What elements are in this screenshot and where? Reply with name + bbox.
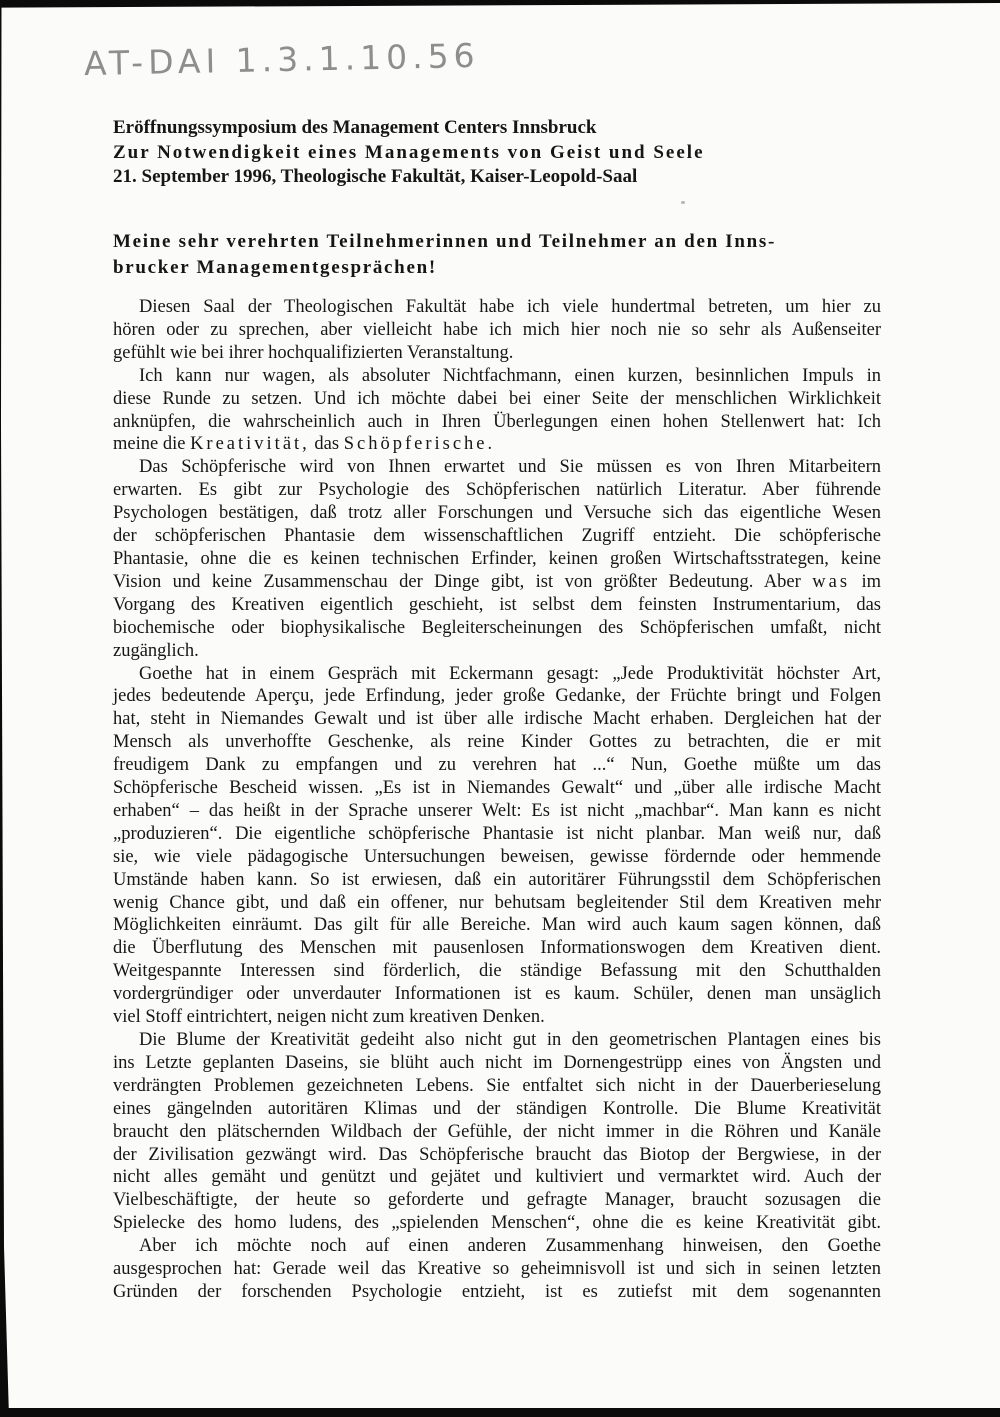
- scan-border-top: [0, 0, 1000, 8]
- text-run: jedes bedeutende Aperçu, jede Erfindung, jeder große Gedanke, der Früchte bringt und Folgen: [113, 686, 881, 707]
- text-run: diese Runde zu setzen. Und ich möchte dabei bei einer Seite der menschlichen Wirklichkeit: [113, 388, 881, 409]
- scan-border-left: [0, 0, 12, 1417]
- text-line: [113, 731, 881, 754]
- text-line: [113, 296, 881, 319]
- text-run: gefühlt wie bei ihrer hochqualifizierten Veranstaltung.: [113, 342, 514, 363]
- text-run: anknüpfen, die wahrscheinlich auch in Ihren Überlegungen einen hohen Stellenwert hat: Ich: [113, 411, 881, 432]
- text-line: [113, 869, 881, 892]
- paragraph: [113, 1029, 881, 1235]
- text-run: biochemische oder biophysikalische Begleiterscheinungen des Schöpferischen umfaßt, nicht: [113, 617, 881, 638]
- text-line: [113, 1235, 881, 1258]
- text-run: Spielecke des homo ludens, des „spielenden Menschen“, ohne die es keine Kreativität gibt.: [113, 1213, 881, 1234]
- paragraph: [113, 1235, 881, 1304]
- text-line: [113, 846, 881, 869]
- text-line: [113, 388, 881, 411]
- handwritten-archive-signature: AT-DAI 1.3.1.10.56: [83, 35, 480, 84]
- text-line: [113, 914, 881, 937]
- text-line: [113, 433, 881, 456]
- text-run: im: [850, 571, 881, 592]
- text-run: Das Schöpferische wird von Ihnen erwartet und Sie müssen es von Ihren Mitarbeitern: [139, 457, 881, 478]
- text-line: [113, 411, 881, 434]
- text-run: der Zivilisation gezwängt wird. Das Schöpferische braucht das Biotop der Bergwiese, in der: [113, 1144, 881, 1165]
- text-line: [113, 754, 881, 777]
- paragraph: [113, 663, 881, 1030]
- text-run: Schöpferische Bescheid wissen. „Es ist in Niemandes Gewalt“ und „über alle irdische Macht: [113, 778, 881, 799]
- text-line: [113, 571, 881, 594]
- text-line: [113, 708, 881, 731]
- text-run: Vision und keine Zusammenschau der Dinge gibt, ist von größter Bedeutung. Aber: [113, 571, 813, 592]
- text-run: wenig Chance gibt, und daß ein offener, nur behutsam begleitender Stil dem Kreativen mehr: [113, 892, 881, 913]
- text-run: ins Letzte geplanten Daseins, sie blüht auch nicht im Dornengestrüpp eines von Ängsten und: [113, 1052, 881, 1073]
- salutation-line-1: Meine sehr verehrten Teilnehmerinnen und Teilnehmer an den Inns-: [113, 231, 777, 252]
- text-run: vordergründiger oder unverdauter Informationen ist es kaum. Schüler, denen man unsäglich: [113, 984, 881, 1005]
- text-line: [113, 892, 881, 915]
- text-line: [113, 617, 881, 640]
- text-run: Diesen Saal der Theologischen Fakultät habe ich viele hundertmal betreten, um hier zu: [139, 297, 881, 317]
- document-header: [113, 116, 913, 190]
- text-line: [113, 983, 881, 1006]
- scan-border-bottom: [0, 1408, 1000, 1417]
- text-line: [113, 1029, 881, 1052]
- text-run: erwarten. Es gibt zur Psychologie des Schöpferischen natürlich Literatur. Aber führende: [113, 480, 881, 501]
- text-run: freudigem Dank zu empfangen und zu verehren hat ...“ Nun, Goethe müßte um das: [113, 755, 881, 776]
- text-run: eines gängelnden autoritären Klimas und der ständigen Kontrolle. Die Blume Kreativität: [113, 1098, 881, 1119]
- text-run: der schöpferischen Phantasie dem wissenschaftlichen Zugriff entzieht. Die schöpferische: [113, 526, 881, 547]
- text-line: [113, 823, 881, 846]
- text-line: [113, 1121, 881, 1144]
- text-line: [113, 365, 881, 388]
- text-run: verdrängten Problemen gezeichneten Lebens. Sie entfaltet sich nicht in der Dauerberieselung: [113, 1075, 881, 1096]
- text-run: zugänglich.: [113, 640, 199, 661]
- text-line: [113, 1212, 881, 1235]
- text-run: Aber ich möchte noch auf einen anderen Zusammenhang hinweisen, den Goethe: [139, 1236, 881, 1257]
- text-line: [113, 1052, 881, 1075]
- text-line: [113, 663, 881, 686]
- text-line: [113, 456, 881, 479]
- text-run: Die Blume der Kreativität gedeiht also nicht gut in den geometrischen Plantagen eines bis: [139, 1030, 881, 1050]
- text-line: [113, 594, 881, 617]
- text-line: [113, 777, 881, 800]
- text-run: „produzieren“. Die eigentliche schöpferische Phantasie ist nicht planbar. Man weiß nur, daß: [113, 823, 881, 844]
- text-line: [113, 800, 881, 823]
- text-line: [113, 1281, 881, 1304]
- text-line: [113, 319, 881, 342]
- text-run: Weitgespannte Interessen sind förderlich, die ständige Befassung mit den Schutthalden: [113, 961, 881, 982]
- scan-speck: [681, 201, 685, 204]
- paragraph: [113, 365, 881, 457]
- text-line: [113, 960, 881, 983]
- paragraph: [113, 456, 881, 662]
- text-run: nicht alles gemäht und genützt und gejätet und kultiviert und vermarktet wird. Auch der: [113, 1167, 881, 1188]
- text-line: [113, 1166, 881, 1189]
- letterspaced-emphasis: was: [812, 571, 851, 592]
- text-run: Umstände haben kann. So ist erwiesen, daß ein autoritärer Führungsstil dem Schöpferischen: [113, 869, 881, 890]
- text-line: [113, 548, 881, 571]
- letterspaced-emphasis: Schöpferische.: [343, 434, 496, 455]
- salutation: [113, 229, 913, 280]
- text-line: [113, 685, 881, 708]
- header-date-venue: 21. September 1996, Theologische Fakultät, Kaiser-Leopold-Saal: [113, 166, 638, 187]
- text-run: Vorgang des Kreativen eigentlich geschieht, ist selbst dem feinsten Instrumentarium, das: [113, 594, 881, 615]
- text-run: Psychologen bestätigen, daß trotz aller Forschungen und Versuche sich das eigentliche Wesen: [113, 503, 881, 524]
- text-run: braucht den plätschernden Wildbach der Gefühle, der nicht immer in die Röhren und Kanäle: [113, 1121, 881, 1142]
- text-run: sie, wie viele pädagogische Untersuchungen beweisen, gewisse fördernde oder hemmende: [113, 846, 881, 867]
- text-run: Vielbeschäftigte, der heute so geforderte und gefragte Manager, braucht sozusagen die: [113, 1190, 881, 1211]
- text-line: [113, 1258, 881, 1281]
- text-line: [113, 1189, 881, 1212]
- text-line: [113, 502, 881, 525]
- text-run: hören oder zu sprechen, aber vielleicht habe ich mich hier noch nie so sehr als Außenseiter: [113, 319, 881, 340]
- text-run: viel Stoff eintrichtert, neigen nicht zum kreativen Denken.: [113, 1007, 545, 1028]
- text-line: [113, 1006, 881, 1029]
- text-run: Goethe hat in einem Gespräch mit Eckermann gesagt: „Jede Produktivität höchster Art,: [139, 663, 881, 684]
- text-run: das: [309, 434, 344, 455]
- salutation-line-2: brucker Managementgesprächen!: [113, 256, 437, 278]
- text-line: [113, 342, 881, 365]
- text-line: [113, 1075, 881, 1098]
- text-run: erhaben“ – das heißt in der Sprache unserer Welt: Es ist nicht „machbar“. Man kann es nicht: [113, 800, 881, 821]
- text-run: hat, steht in Niemandes Gewalt und ist über alle irdische Macht erhaben. Dergleichen hat der: [113, 709, 881, 730]
- text-run: Phantasie, ohne die es keinen technischen Erfinder, keinen großen Wirtschaftsstrategen, keine: [113, 548, 881, 569]
- text-run: die Überflutung des Menschen mit pausenlosen Informationswogen dem Kreativen dient.: [113, 938, 881, 959]
- header-lecture-title: Zur Notwendigkeit eines Managements von Geist und Seele: [113, 141, 705, 163]
- speech-body: [113, 296, 881, 1304]
- paragraph: [113, 296, 881, 365]
- text-line: [113, 640, 881, 663]
- text-line: [113, 1098, 881, 1121]
- text-run: Gründen der forschenden Psychologie entzieht, ist es zutiefst mit dem sogenannten: [113, 1281, 881, 1302]
- text-line: [113, 937, 881, 960]
- text-run: Mensch als unverhoffte Geschenke, als reine Kinder Gottes zu betrachten, die er mit: [113, 732, 881, 753]
- letterspaced-emphasis: Kreativität,: [190, 434, 310, 455]
- text-line: [113, 1144, 881, 1167]
- text-run: Möglichkeiten einräumt. Das gilt für alle Bereiche. Man wird auch kaum sagen können, daß: [113, 915, 881, 936]
- text-run: ausgesprochen hat: Gerade weil das Kreative so geheimnisvoll ist und sich in seinen letzten: [113, 1259, 881, 1280]
- text-line: [113, 525, 881, 548]
- text-run: Ich kann nur wagen, als absoluter Nichtfachmann, einen kurzen, besinnlichen Impuls in: [139, 365, 881, 386]
- text-line: [113, 479, 881, 502]
- text-run: meine die: [113, 434, 191, 455]
- header-event-title: Eröffnungssymposium des Management Centers Innsbruck: [113, 117, 597, 138]
